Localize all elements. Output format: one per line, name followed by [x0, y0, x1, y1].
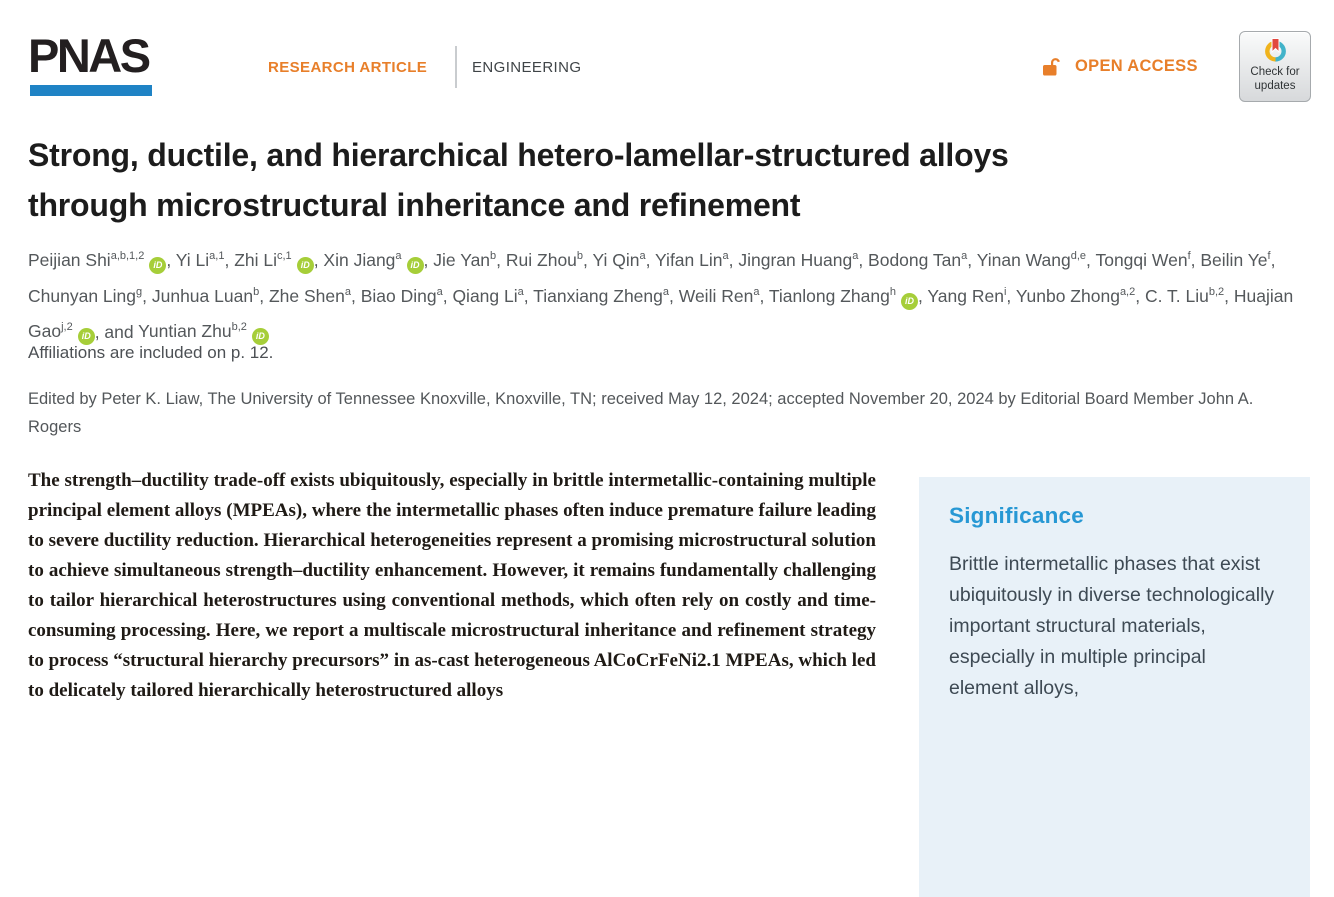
orcid-icon[interactable]: iD: [901, 293, 918, 310]
author: Junhua Luan$^b$: [151, 285, 260, 306]
abstract: The strength–ductility trade-off exists ubiquitously, especially in brittle intermetallic-containing multiple principal element alloys (MPEAs), where the intermetallic phases often induce premature failure leading to severe ductility reduction. Hierarchical heterogeneities represent a promising microstructural solution to achieve simultaneous strength–ductility enhancement. However, it remains fundamentally challenging to tailor hierarchical heterostructures using conventional methods, which often rely on costly and time-consuming processing. Here, we report a multiscale microstructural inheritance and refinement strategy to process “structural hierarchy precursors” in as-cast heterogeneous AlCoCrFeNi2.1 MPEAs, which led to delicately tailored hierarchically heterostructured alloys: [28, 470, 876, 701]
crossmark-icon: [1262, 37, 1289, 64]
pnas-logo-text: PNAS: [28, 29, 149, 82]
author-affiliation-superscript: a: [722, 250, 729, 262]
pnas-logo-bar: [30, 85, 152, 96]
open-access-link[interactable]: [1041, 55, 1198, 78]
author: Tianxiang Zheng$^a$: [533, 285, 670, 306]
author: Yi Qin$^a$: [592, 249, 646, 270]
author: Yifan Lin$^a$: [655, 249, 729, 270]
pnas-logo[interactable]: [28, 30, 178, 96]
section-link[interactable]: ENGINEERING: [472, 59, 582, 76]
author-affiliation-superscript: a: [436, 285, 443, 298]
author-affiliation-superscript: d,e: [1070, 250, 1087, 262]
author: Bodong Tan$^a$: [868, 249, 968, 270]
orcid-icon[interactable]: iD: [297, 257, 314, 274]
author-affiliation-superscript: b,2: [1208, 285, 1225, 298]
significance-heading: Significance: [949, 503, 1084, 528]
author-affiliation-superscript: a: [395, 250, 402, 262]
article-type-link[interactable]: RESEARCH ARTICLE: [268, 59, 428, 76]
author: Xin Jiang$^a$iD: [323, 250, 423, 270]
author: Yunbo Zhong$^{a,2}$: [1015, 285, 1136, 306]
orcid-icon[interactable]: iD: [78, 328, 95, 345]
open-lock-icon: [1041, 55, 1066, 78]
author: Peijian Shi$^{a,b,1,2}$iD: [28, 250, 166, 270]
author-affiliation-superscript: g: [136, 285, 143, 298]
author-affiliation-superscript: a: [639, 250, 646, 262]
nav-divider: [455, 46, 457, 88]
author: Tianlong Zhang$^h$iD: [769, 286, 918, 306]
author: Beilin Ye$^f$: [1200, 249, 1271, 270]
author-affiliation-superscript: f: [1187, 250, 1191, 262]
author-affiliation-superscript: b,2: [231, 321, 247, 334]
author-affiliation-superscript: f: [1267, 250, 1271, 262]
author: Chunyan Ling$^g$: [28, 285, 143, 306]
check-for-updates-label: Check for updates: [1250, 66, 1300, 92]
author-affiliation-superscript: a,b,1,2: [110, 250, 145, 262]
author: Tongqi Wen$^f$: [1095, 249, 1191, 270]
author: Weili Ren$^a$: [678, 285, 760, 306]
author-affiliation-superscript: j,2: [61, 321, 73, 334]
page-title-line1: Strong, ductile, and hierarchical hetero-lamellar-structured alloys: [28, 137, 1009, 173]
author-affiliation-superscript: a: [344, 285, 351, 298]
orcid-icon[interactable]: iD: [407, 257, 424, 274]
author-affiliation-superscript: h: [889, 285, 896, 298]
author-affiliation-superscript: a: [662, 285, 670, 298]
author: Yi Li$^{a,1}$: [175, 249, 225, 270]
significance-body: Brittle intermetallic phases that exist ubiquitously in diverse technologically important structural materials, especially in multiple principal element alloys,: [949, 553, 1275, 699]
author-affiliation-superscript: b: [253, 285, 260, 298]
author: Yang Ren$^i$: [927, 285, 1007, 306]
author: Huajian Gao$^{j,2}$iD: [28, 286, 1293, 342]
orcid-icon[interactable]: iD: [252, 328, 269, 345]
edited-by: Edited by Peter K. Liaw, The University of Tennessee Knoxville, Knoxville, TN; received May 12, 2024; accepted November 20, 2024 by Editorial Board Member John A. Rogers: [28, 390, 1254, 436]
author-affiliation-superscript: b: [490, 250, 497, 262]
author: Yuntian Zhu$^{b,2}$iD: [138, 321, 269, 341]
author-affiliation-superscript: i: [1003, 285, 1007, 298]
author: Zhe Shen$^a$: [268, 285, 351, 306]
author: Jingran Huang$^a$: [738, 249, 859, 270]
author: Jie Yan$^b$: [433, 249, 497, 270]
author-affiliation-superscript: c,1: [277, 250, 292, 262]
author-affiliation-superscript: b: [576, 250, 584, 262]
author: Qiang Li$^a$: [452, 285, 524, 306]
author-affiliation-superscript: a,1: [209, 250, 225, 262]
page-title: [28, 130, 1323, 230]
author-affiliation-superscript: a,2: [1119, 285, 1136, 298]
affiliations-note: Affiliations are included on p. 12.: [28, 343, 274, 362]
author-affiliation-superscript: a: [961, 250, 968, 262]
author-affiliation-superscript: a: [753, 285, 760, 298]
author: Yinan Wang$^{d,e}$: [976, 249, 1087, 270]
orcid-icon[interactable]: iD: [149, 257, 166, 274]
significance-box: [919, 477, 1310, 897]
author-affiliation-superscript: a: [517, 285, 524, 298]
author: Rui Zhou$^b$: [505, 249, 584, 270]
author: C. T. Liu$^{b,2}$: [1144, 285, 1225, 306]
check-for-updates-button[interactable]: [1239, 31, 1311, 102]
open-access-label: OPEN ACCESS: [1075, 57, 1198, 75]
author: Biao Ding$^a$: [360, 285, 443, 306]
page-title-line2: through microstructural inheritance and refinement: [28, 187, 801, 223]
author-affiliation-superscript: a: [852, 250, 859, 262]
author: Zhi Li$^{c,1}$iD: [234, 250, 313, 270]
author-list: Peijian Shi$^{a,b,1,2}$iD , Yi Li$^{a,1}$, Zhi Li$^{c,1}$iD , Xin Jiang$^a$iD , Jie Yan$^b$, Rui Zhou$^b$, Yi Qin$^a$, Yifan Lin$^a$, Jingran Huang$^a$, Bodong Tan$^a$, Yinan Wang$^{d,e}$, Tongqi Wen$^f$, Beilin Ye$^f$, Chunyan Ling$^g$, Junhua Luan$^b$, Zhe Shen$^a$, Biao Ding$^a$, Qiang Li$^a$, Tianxiang Zheng$^a$, Weili Ren$^a$, Tianlong Zhang$^h$iD , Yang Ren$^i$, Yunbo Zhong$^{a,2}$, C. T. Liu$^{b,2}$, Huajian Gao$^{j,2}$iD , and Yuntian Zhu$^{b,2}$iD: [28, 240, 1316, 347]
